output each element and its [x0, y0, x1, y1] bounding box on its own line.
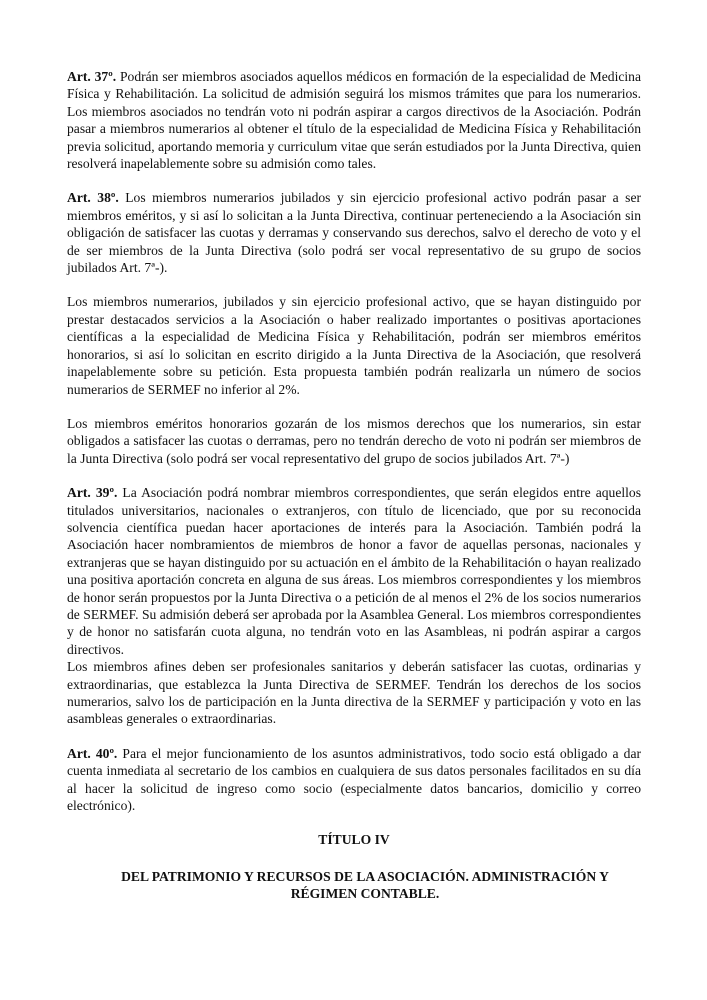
- article-37-label: Art. 37º.: [67, 69, 117, 84]
- article-39-text: La Asociación podrá nombrar miembros correspondientes, que serán elegidos entre aquellos titulados universitarios, nacionales o extranjeros, con título de licenciado, que por su reconocida solvencia científica puedan hacer aportaciones de interés para la Asociación. También podrá la Asociación hacer nombramientos de miembros de honor a favor de aquellas personas, nacionales y extranjeras que se hayan distinguido por su actuación en el ámbito de la Rehabilitación o hayan realizado una positiva aportación concreta en alguna de sus áreas. Los miembros correspondientes y los miembros de honor serán propuestos por la Junta Directiva o a petición de al menos el 2% de los socios numerarios de SERMEF. Su admisión deberá ser aprobada por la Asamblea General. Los miembros correspondientes y de honor no satisfarán cuota alguna, no tendrán voto en las Asambleas, ni podrán aspirar a cargos directivos.: [67, 485, 641, 657]
- article-40-text: Para el mejor funcionamiento de los asuntos administrativos, todo socio está obligado a dar cuenta inmediata al secretario de los cambios en cualquiera de sus datos personales facilitados en su día al hacer la solicitud de ingreso como socio (especialmente datos bancarios, domicilio y correo electrónico).: [67, 745, 642, 814]
- article-38: [67, 189, 641, 276]
- article-39-continuation: Los miembros afines deben ser profesionales sanitarios y deberán satisfacer las cuotas, ordinarias y extraordinarias, que establezca la Junta Directiva de SERMEF. Tendrán los derechos de los socios numerarios, salvo los de participación en la Junta directiva de la SERMEF y participación y voto en las asambleas generales o extraordinarias.: [67, 659, 641, 727]
- emeritos-honorarios-paragraph: Los miembros numerarios, jubilados y sin ejercicio profesional activo, que se hayan distinguido por prestar destacados servicios a la Asociación o haber realizado importantes o positivas aportaciones científicas a la especialidad de Medicina Física y Rehabilitación, podrán ser miembros eméritos honorarios, si así lo solicitan en escrito dirigido a la Junta Directiva de la Asociación, que resolverá inapelablemente sobre su petición. Esta propuesta también podrán realizarla un número de socios numerarios de SERMEF no inferior al 2%.: [67, 294, 641, 397]
- article-40-label: Art. 40º.: [67, 745, 118, 761]
- emeritos-derechos-paragraph: Los miembros eméritos honorarios gozarán de los mismos derechos que los numerarios, sin estar obligados a satisfacer las cuotas o derramas, pero no tendrán derecho de voto ni podrán ser miembros de la Junta Directiva (solo podrá ser vocal representativo del grupo de socios jubilados Art. 7ª-): [67, 415, 641, 466]
- article-37: [67, 68, 641, 172]
- section-title: TÍTULO IV: [318, 832, 390, 848]
- article-38-text: Los miembros numerarios jubilados y sin ejercicio profesional activo podrán pasar a ser miembros eméritos, y si así lo solicitan a la Junta Directiva, continuar perteneciendo a la Asociación sin obligación de satisfacer las cuotas y derramas y conservando sus derechos, salvo el derecho de voto y el de ser miembros de la Junta Directiva (solo podrá ser vocal representativo de su grupo de socios jubilados Art. 7ª-).: [67, 190, 642, 276]
- article-37-text: Podrán ser miembros asociados aquellos médicos en formación de la especialidad de Medicina Física y Rehabilitación. La solicitud de admisión seguirá los mismos trámites que para los numerarios. Los miembros asociados no tendrán voto ni podrán aspirar a cargos directivos de la Asociación. Podrán pasar a miembros numerarios al obtener el título de la especialidad de Medicina Física y Rehabilitación previa solicitud, aportando memoria y curriculum vitae que serán estudiados por la Junta Directiva, quien resolverá inapelablemente sobre su admisión como tales.: [67, 69, 641, 172]
- article-38-label: Art. 38º.: [67, 190, 119, 206]
- article-39: [67, 484, 641, 728]
- article-40: [67, 745, 641, 815]
- article-39-label: Art. 39º.: [67, 485, 118, 501]
- section-subtitle: DEL PATRIMONIO Y RECURSOS DE LA ASOCIACIÓN. ADMINISTRACIÓN Y RÉGIMEN CONTABLE.: [121, 868, 609, 902]
